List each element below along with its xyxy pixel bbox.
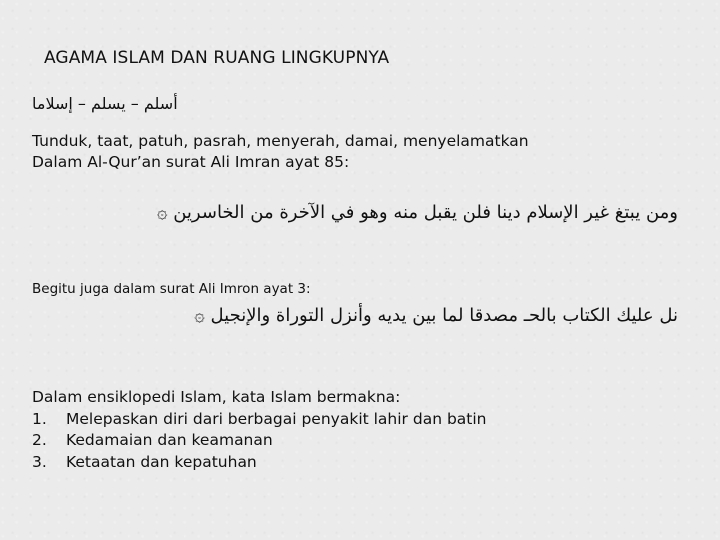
verse-ali-imran-85: ومن يبتغ غير الإسلام دينا فلن يقبل منه وهو في الآخرة من الخاسرين ۞ [156, 202, 678, 223]
list-item [32, 409, 487, 431]
arabic-root-words: أسلم – يسلم – إسلاما [32, 94, 178, 113]
list-item [32, 430, 487, 452]
list-item-text: Melepaskan diri dari berbagai penyakit lahir dan batin [66, 409, 487, 428]
list-item-text: Ketaatan dan kepatuhan [66, 452, 257, 471]
slide-title: AGAMA ISLAM DAN RUANG LINGKUPNYA [44, 48, 390, 68]
list-item-number: 3. [32, 452, 47, 471]
meaning-block [32, 131, 529, 173]
list-item [32, 452, 487, 474]
ensiklopedi-block [32, 387, 487, 473]
ensiklopedi-intro: Dalam ensiklopedi Islam, kata Islam bermakna: [32, 388, 401, 406]
meaning-list [32, 409, 487, 474]
imron-ayat-label: Begitu juga dalam surat Ali Imron ayat 3: [32, 281, 311, 297]
list-item-number: 2. [32, 431, 47, 449]
list-item-text: Kedamaian dan keamanan [66, 431, 273, 449]
list-item-number: 1. [32, 409, 47, 428]
quran-reference-line: Dalam Al-Qur’an surat Ali Imran ayat 85: [32, 153, 350, 171]
verse-ali-imron-3: نل عليك الكتاب بالحـ مصدقا لما بين يديه وأنزل التوراة والإنجيل ۞ [194, 305, 678, 326]
meaning-line: Tunduk, taat, patuh, pasrah, menyerah, damai, menyelamatkan [32, 132, 529, 150]
